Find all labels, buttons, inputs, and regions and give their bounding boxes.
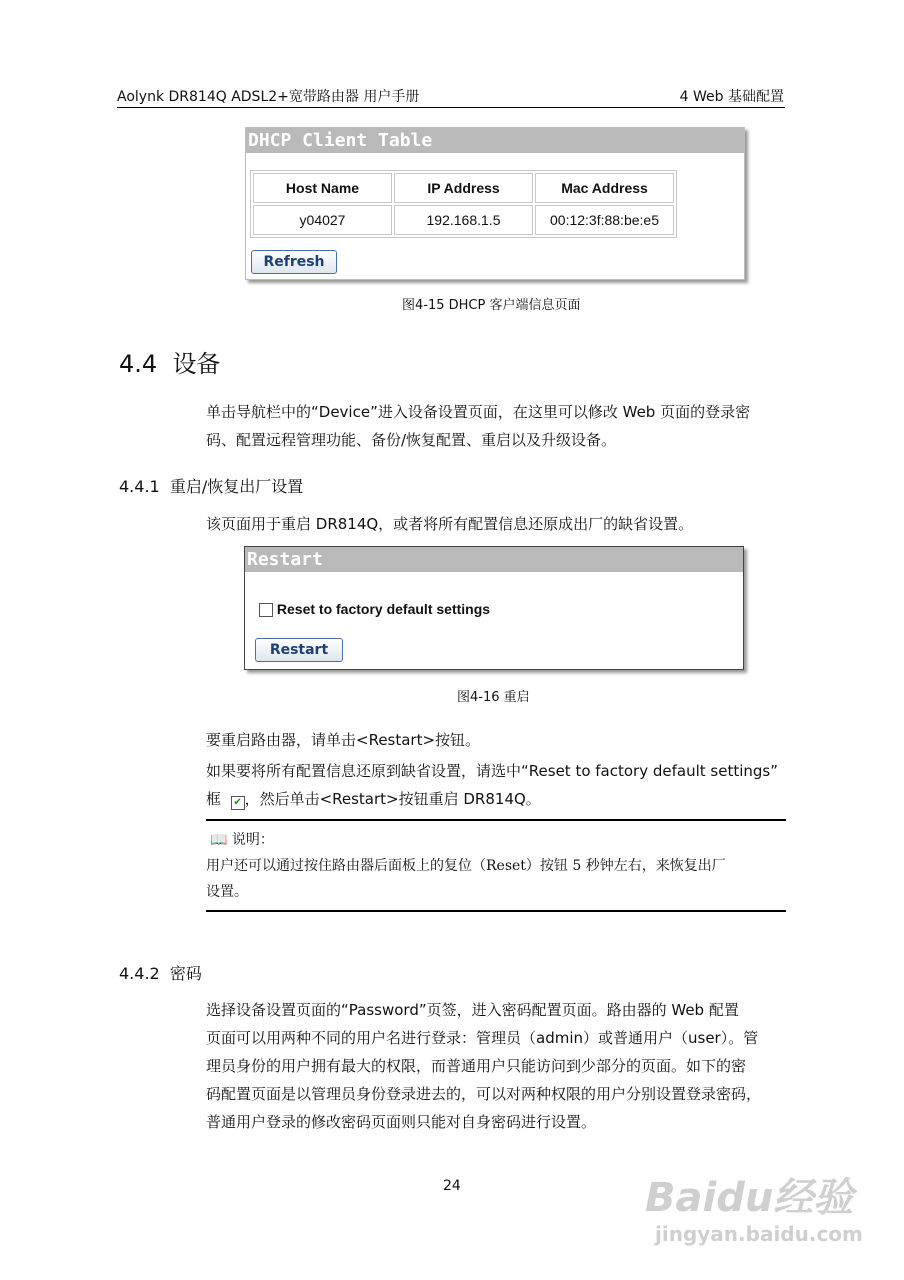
password-paragraph: [206, 996, 761, 1136]
restart-button[interactable]: Restart: [255, 638, 343, 662]
note-bottom-rule: [206, 910, 786, 912]
dhcp-panel-title: DHCP Client Table: [246, 128, 744, 153]
subsection-heading: [119, 474, 303, 497]
step-text-fragment: 框: [206, 790, 222, 808]
book-icon: 📖: [210, 832, 228, 848]
subsection-title: 重启/恢复出厂设置: [169, 477, 304, 496]
host-name-cell: y04027: [253, 205, 392, 235]
paragraph-line: 选择设备设置页面的“Password”页签，进入密码配置页面。路由器的 Web 配置: [206, 1001, 739, 1019]
header-rule: [117, 107, 785, 108]
figure-caption: 图4-16 重启: [457, 690, 530, 705]
step-text: 如果要将所有配置信息还原到缺省设置，请选中“Reset to factory default settings”: [206, 762, 778, 780]
column-header: IP Address: [394, 173, 533, 203]
restart-panel: [244, 546, 744, 670]
table-row: [253, 205, 674, 235]
header-title: Aolynk DR814Q ADSL2+宽带路由器 用户手册: [117, 89, 420, 105]
subsection-number: 4.4.1: [119, 477, 160, 496]
note-body: [206, 853, 726, 905]
page-number: 24: [443, 1178, 461, 1194]
watermark-logo: Baidu经验: [645, 1175, 854, 1221]
subsection-number: 4.4.2: [119, 964, 160, 983]
step-text-fragment: ，然后单击<Restart>按钮重启 DR814Q。: [244, 790, 541, 808]
mac-address-cell: 00:12:3f:88:be:e5: [535, 205, 674, 235]
subsection-heading: [119, 961, 202, 984]
column-header: Host Name: [253, 173, 392, 203]
watermark-url: jingyan.baidu.com: [655, 1222, 863, 1246]
section-heading: [119, 344, 220, 379]
restart-panel-title: Restart: [245, 547, 743, 572]
step-text: [206, 785, 541, 813]
dhcp-client-panel: [245, 127, 745, 280]
note-label: [210, 829, 274, 849]
dhcp-client-table: [250, 170, 677, 238]
intro-line: 码、配置远程管理功能、备份/恢复配置、重启以及升级设备。: [206, 431, 617, 449]
paragraph-line: 码配置页面是以管理员身份登录进去的，可以对两种权限的用户分别设置登录密码，: [206, 1085, 762, 1103]
reset-checkbox[interactable]: [259, 603, 273, 617]
note-label-text: 说明：: [231, 832, 274, 848]
refresh-button[interactable]: Refresh: [251, 250, 337, 274]
subsection-title: 密码: [169, 964, 202, 983]
ip-address-cell: 192.168.1.5: [394, 205, 533, 235]
intro-line: 单击导航栏中的“Device”进入设备设置页面，在这里可以修改 Web 页面的登录密: [206, 403, 751, 421]
section-title: 设备: [172, 350, 221, 378]
note-line: 用户还可以通过按住路由器后面板上的复位（Reset）按钮 5 秒钟左右，来恢复出厂: [206, 858, 726, 874]
intro-paragraph: [206, 398, 750, 454]
section-number: 4.4: [119, 350, 158, 378]
table-header-row: [253, 173, 674, 203]
figure-caption: 图4-15 DHCP 客户端信息页面: [402, 298, 581, 313]
checked-checkbox-icon: ✔: [231, 796, 245, 810]
reset-option: [259, 601, 490, 617]
step-text: 要重启路由器，请单击<Restart>按钮。: [206, 731, 481, 749]
paragraph-line: 普通用户登录的修改密码页面则只能对自身密码进行设置。: [206, 1113, 597, 1131]
restart-intro: 该页面用于重启 DR814Q，或者将所有配置信息还原成出厂的缺省设置。: [206, 515, 694, 533]
note-top-rule: [206, 819, 786, 821]
column-header: Mac Address: [535, 173, 674, 203]
paragraph-line: 页面可以用两种不同的用户名进行登录：管理员（admin）或普通用户（user）。管: [206, 1029, 759, 1047]
paragraph-line: 理员身份的用户拥有最大的权限，而普通用户只能访问到少部分的页面。如下的密: [206, 1057, 747, 1075]
note-line: 设置。: [206, 884, 248, 900]
header-chapter: 4 Web 基础配置: [679, 89, 784, 105]
reset-checkbox-label: Reset to factory default settings: [276, 601, 491, 617]
